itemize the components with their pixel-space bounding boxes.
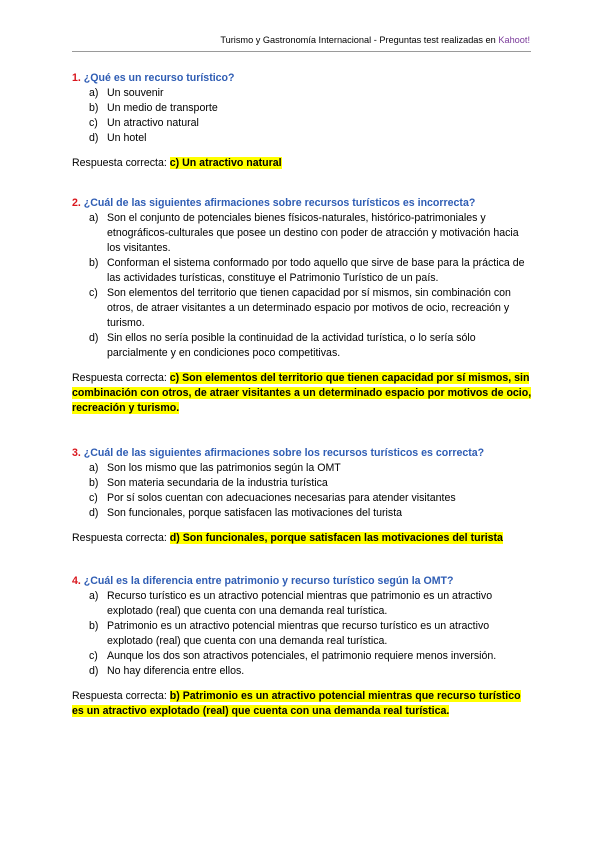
answer-highlight: d) Son funcionales, porque satisfacen las motivaciones del turista [169,532,503,544]
question-title: 1. ¿Qué es un recurso turístico? [72,72,235,84]
option-item: b) Son materia secundaria de la industria turística [89,477,328,489]
option-item: a) Un souvenir [89,87,164,99]
options-list [72,461,532,521]
question-title: 3. ¿Cuál de las siguientes afirmaciones sobre los recursos turísticos es correcta? [72,447,485,459]
header-divider [72,51,531,52]
header-brand: Kahoot! [498,35,530,45]
question-block [72,71,532,171]
correct-answer: Respuesta correcta: c) Un atractivo natural [72,157,282,169]
option-item: b) Conforman el sistema conformado por todo aquello que sirve de base para la práctica de las actividades turísticas, constituye el Patrimonio Turístico de un país. [89,257,525,284]
option-item: a) Recurso turístico es un atractivo potencial mientras que patrimonio es un atractivo explotado (real) que cuenta con una demanda real turística. [89,590,493,617]
option-item: d) Un hotel [89,132,147,144]
option-item: d) Sin ellos no sería posible la continuidad de la actividad turística, o lo sería sólo parcialmente y en condiciones poco competitivas. [89,332,476,359]
option-item: c) Un atractivo natural [89,117,199,129]
correct-answer: Respuesta correcta: d) Son funcionales, porque satisfacen las motivaciones del turista [72,532,503,544]
option-item: b) Patrimonio es un atractivo potencial mientras que recurso turístico es un atractivo explotado (real) que cuenta con una demanda real turística. [89,620,490,647]
correct-answer: Respuesta correcta: c) Son elementos del territorio que tienen capacidad por sí mismos, sin combinación con otros, de atraer visitantes a un determinado espacio por motivos de ocio, recreación y turismo. [72,372,532,414]
page-header [72,34,530,46]
header-title: Turismo y Gastronomía Internacional - Preguntas test realizadas en [220,35,499,45]
option-item: d) No hay diferencia entre ellos. [89,665,245,677]
question-block [72,446,532,546]
options-list [72,211,532,361]
option-item: a) Son el conjunto de potenciales bienes físicos-naturales, histórico-patrimoniales y etnográficos-culturales que posee un destino con poder de atracción y motivación hacia los visitantes. [89,212,519,254]
option-item: c) Aunque los dos son atractivos potenciales, el patrimonio requiere menos inversión. [89,650,497,662]
answer-highlight: c) Un atractivo natural [169,157,282,169]
option-item: d) Son funcionales, porque satisfacen las motivaciones del turista [89,507,403,519]
answer-highlight: c) Son elementos del territorio que tienen capacidad por sí mismos, sin combinación con otros, de atraer visitantes a un determinado espacio por motivos de ocio, recreación y turismo. [72,372,532,414]
options-list [72,589,532,679]
question-title: 2. ¿Cuál de las siguientes afirmaciones sobre recursos turísticos es incorrecta? [72,197,476,209]
question-block [72,196,532,416]
option-item: c) Son elementos del territorio que tienen capacidad por sí mismos, sin combinación con otros, de atraer visitantes a un determinado espacio por motivos de ocio, recreación y turismo. [89,287,511,329]
options-list [72,86,532,146]
option-item: c) Por sí solos cuentan con adecuaciones necesarias para atender visitantes [89,492,456,504]
answer-highlight: b) Patrimonio es un atractivo potencial mientras que recurso turístico es un atractivo explotado (real) que cuenta con una demanda real turística. [72,690,521,717]
question-title: 4. ¿Cuál es la diferencia entre patrimonio y recurso turístico según la OMT? [72,575,454,587]
questions-list [72,71,532,719]
option-item: b) Un medio de transporte [89,102,218,114]
option-item: a) Son los mismo que las patrimonios según la OMT [89,462,341,474]
question-block [72,574,532,719]
correct-answer: Respuesta correcta: b) Patrimonio es un atractivo potencial mientras que recurso turístico es un atractivo explotado (real) que cuenta con una demanda real turística. [72,690,521,717]
